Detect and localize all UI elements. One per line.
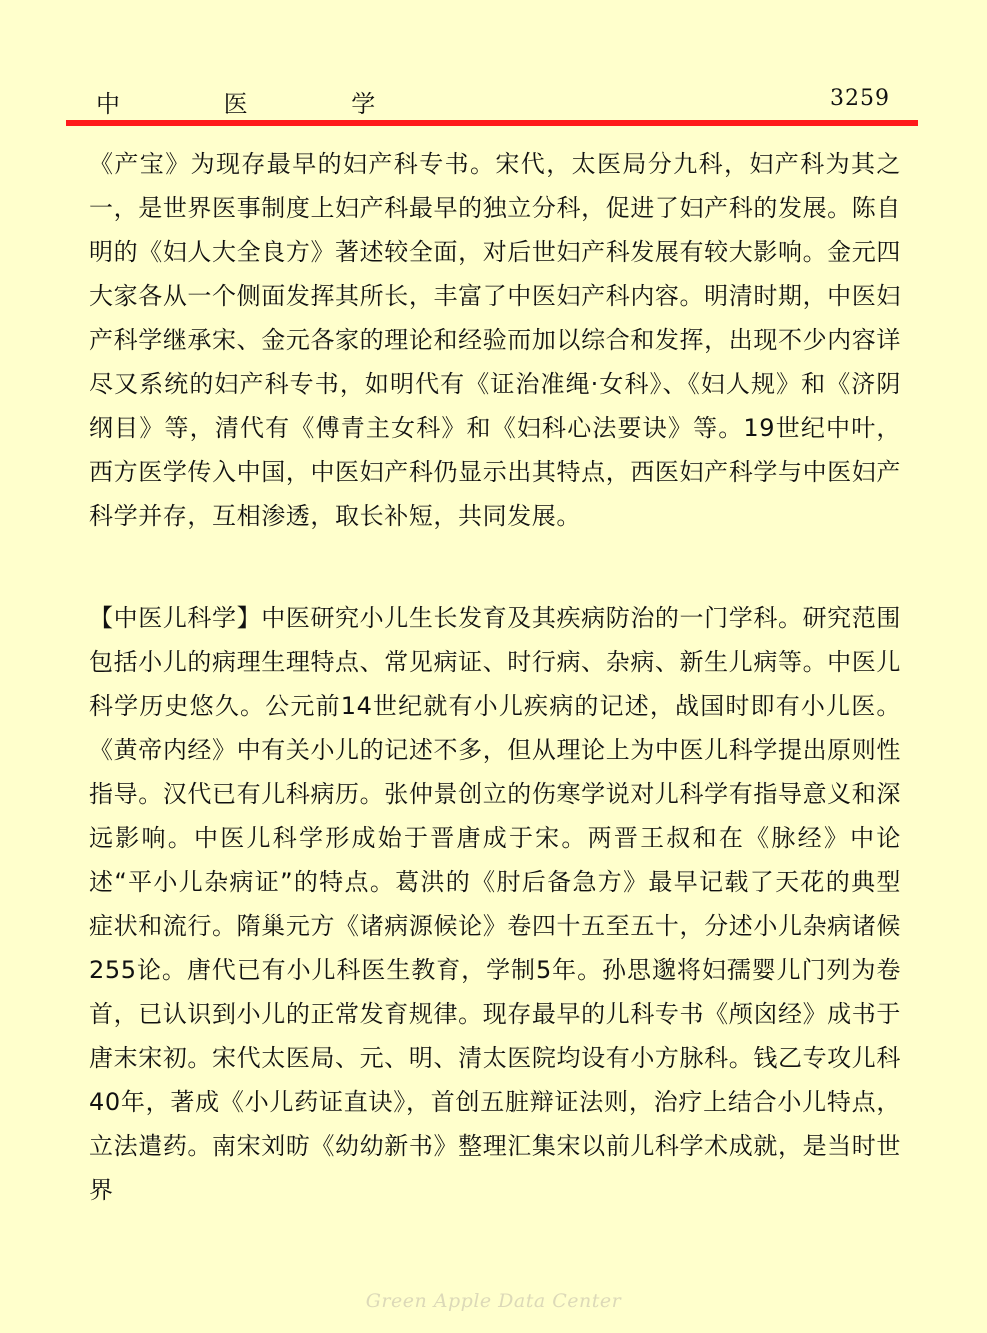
page-number: 3259: [830, 86, 890, 111]
watermark: Green Apple Data Center: [365, 1290, 622, 1312]
body-paragraph-pediatrics: 【中医儿科学】中医研究小儿生长发育及其疾病防治的一门学科。研究范围包括小儿的病理生理特点、常见病证、时行病、杂病、新生儿病等。中医儿科学历史悠久。公元前14世纪就有小儿疾病的记述，战国时即有小儿医。《黄帝内经》中有关小儿的记述不多，但从理论上为中医儿科学提出原则性指导。汉代已有儿科病历。张仲景创立的伤寒学说对儿科学有指导意义和深远影响。中医儿科学形成始于晋唐成于宋。两晋王叔和在《脉经》中论述“平小儿杂病证”的特点。葛洪的《肘后备急方》最早记载了天花的典型症状和流行。隋巢元方《诸病源候论》卷四十五至五十，分述小儿杂病诸候255论。唐代已有小儿科医生教育，学制5年。孙思邈将妇孺婴儿门列为卷首，已认识到小儿的正常发育规律。现存最早的儿科专书《颅囟经》成书于唐末宋初。宋代太医局、元、明、清太医院均设有小方脉科。钱乙专攻儿科40年，著成《小儿药证直诀》，首创五脏辩证法则，治疗上结合小儿特点，立法遣药。南宋刘昉《幼幼新书》整理汇集宋以前儿科学术成就，是当时世界: [89, 604, 901, 1204]
body-paragraph-gynecology: 《产宝》为现存最早的妇产科专书。宋代，太医局分九科，妇产科为其之一，是世界医事制度上妇产科最早的独立分科，促进了妇产科的发展。陈自明的《妇人大全良方》著述较全面，对后世妇产科发展有较大影响。金元四大家各从一个侧面发挥其所长，丰富了中医妇产科内容。明清时期，中医妇产科学继承宋、金元各家的理论和经验而加以综合和发挥，出现不少内容详尽又系统的妇产科专书，如明代有《证治准绳·女科》、《妇人规》和《济阴纲目》等，清代有《傅青主女科》和《妇科心法要诀》等。19世纪中叶，西方医学传入中国，中医妇产科仍显示出其特点，西医妇产科学与中医妇产科学并存，互相渗透，取长补短，共同发展。: [89, 150, 901, 530]
running-title: 中 医 学: [96, 90, 424, 118]
page-header: [66, 84, 918, 120]
header-rule: [66, 120, 918, 126]
